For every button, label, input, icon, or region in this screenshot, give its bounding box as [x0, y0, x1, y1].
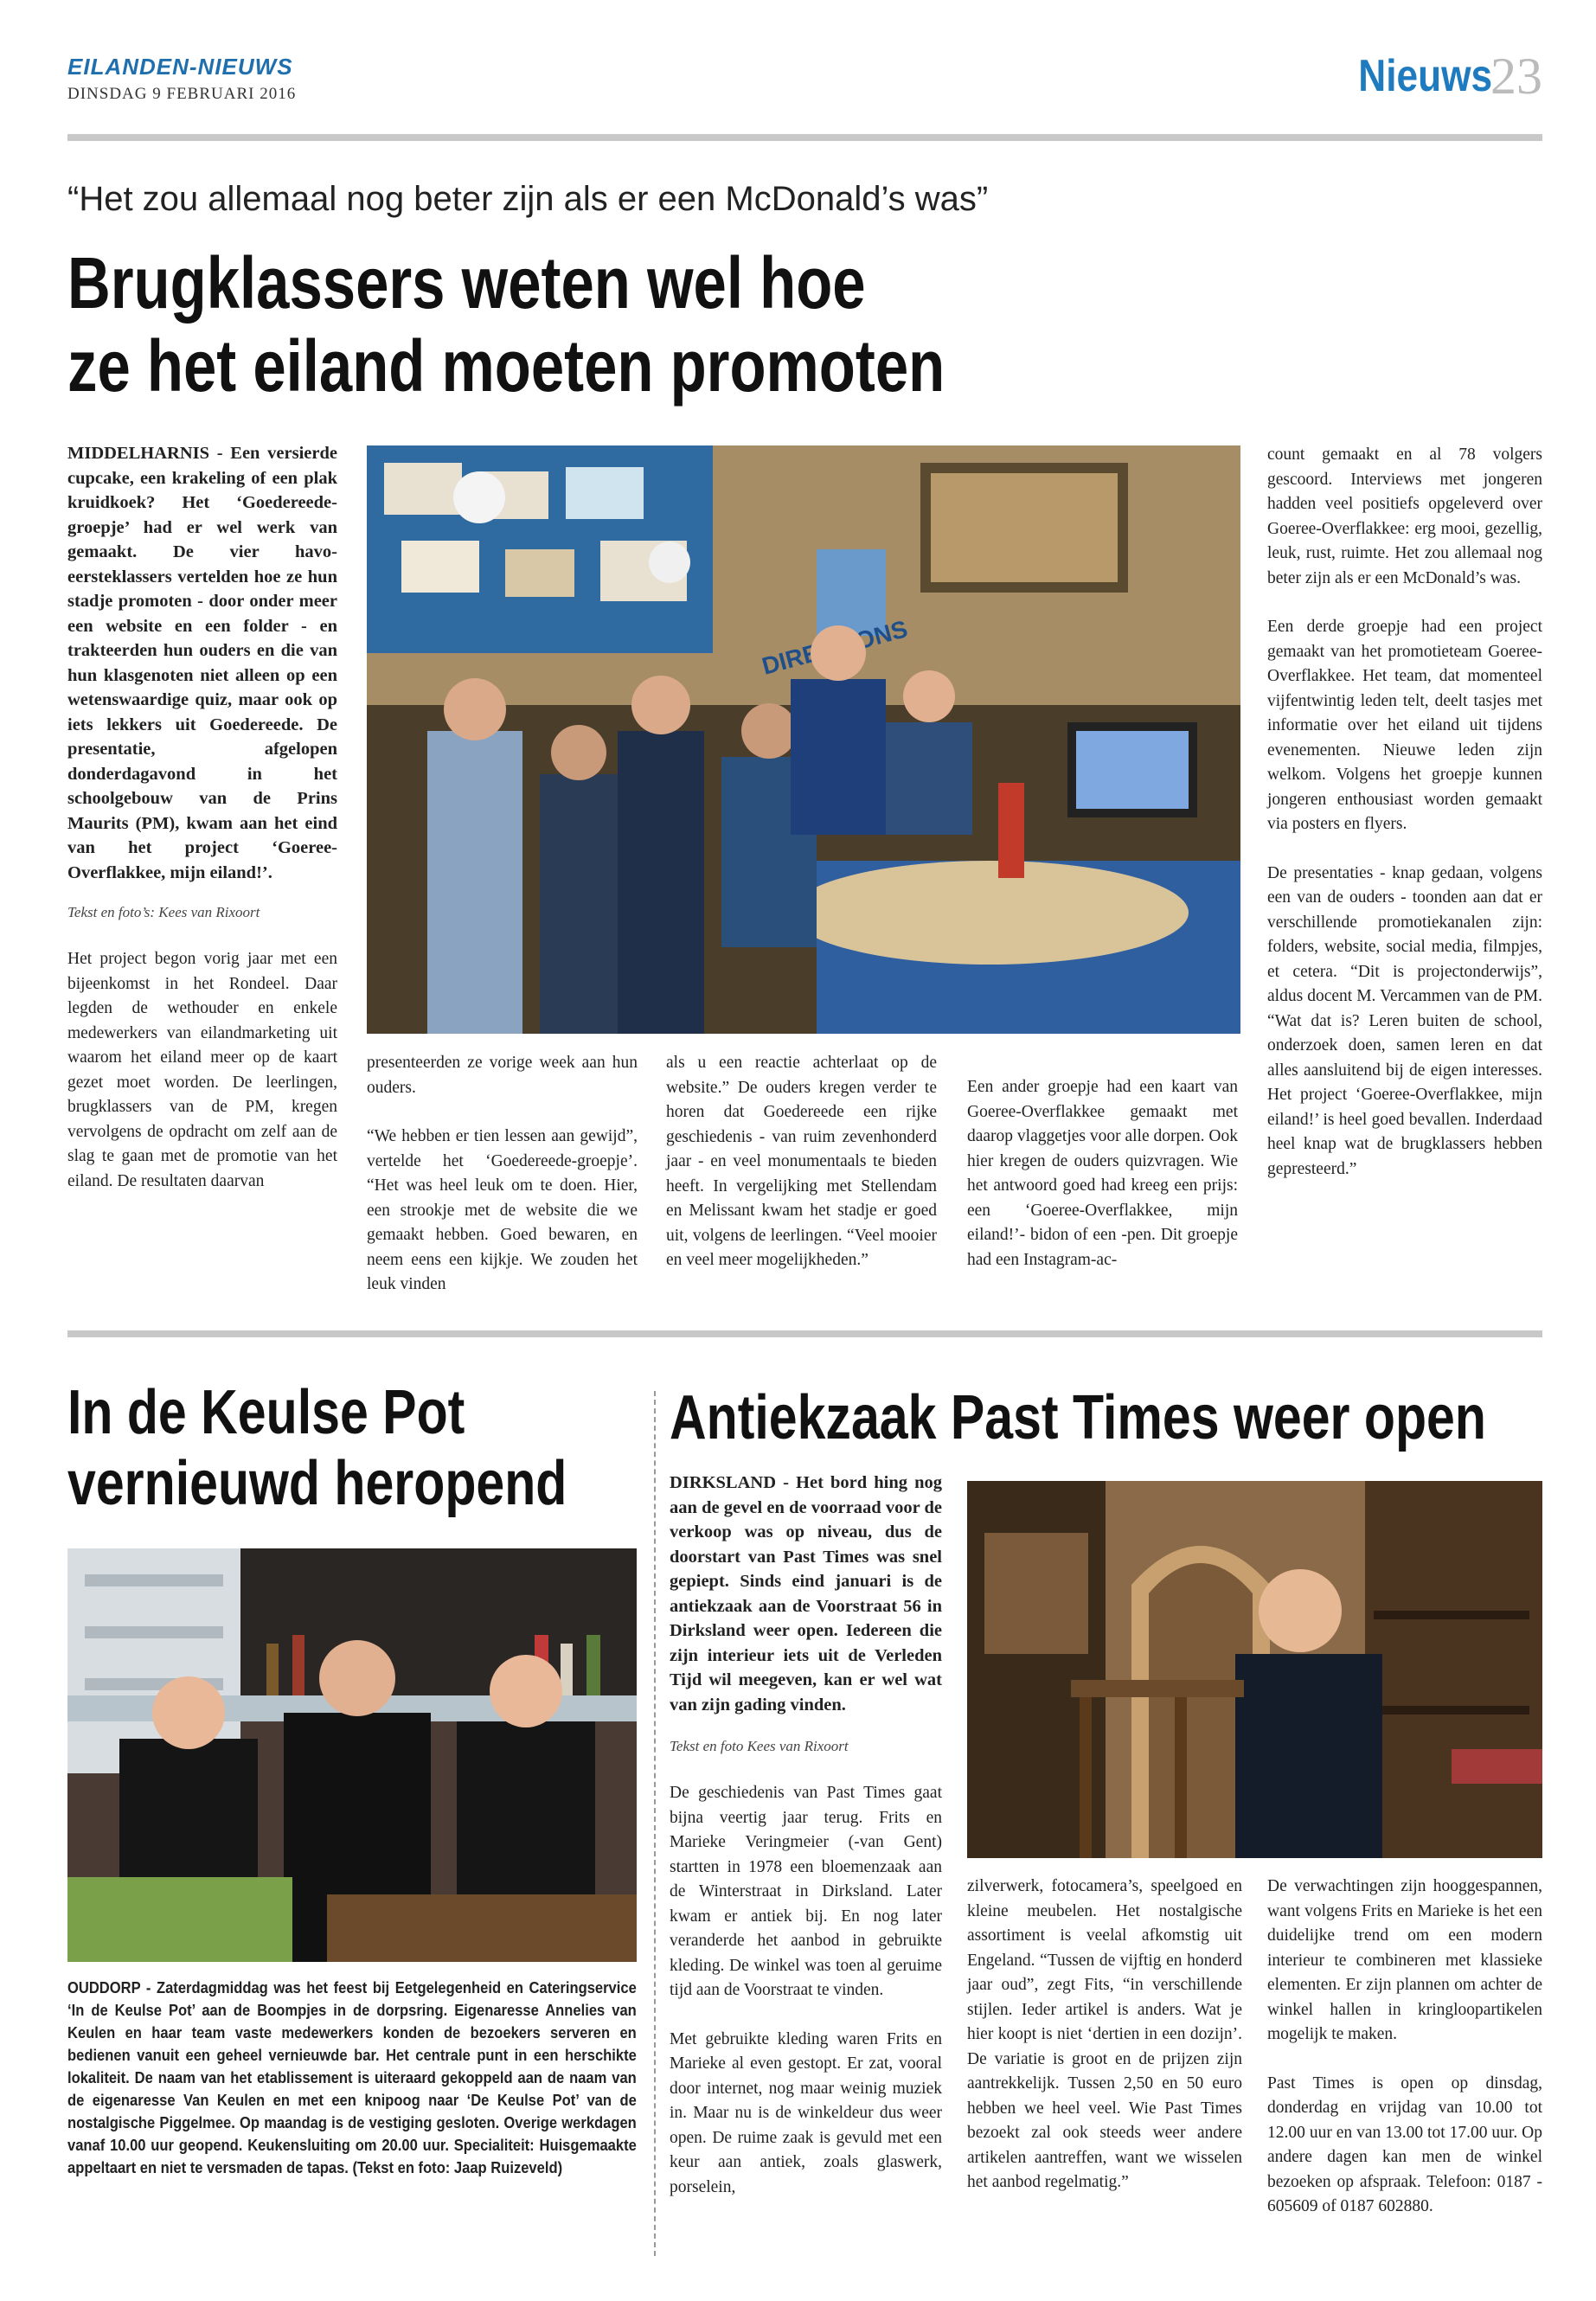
article2-caption: OUDDORP - Zaterdagmiddag was het feest bij Eetgelegenheid en Cateringservice ‘In de Keulse Pot’ aan de Boompjes in de dorpsring. Eigenaresse Annelies van Keulen en haar team vaste medewerkers konden de bezoekers serveren en bedienen vanuit een geheel vernieuwde bar. Het centrale punt in een herschikte lokaliteit. De naam van het etablissement is uiteraard gekoppeld aan de naam van de eigenaresse Van Keulen en met een knipoog naar ‘De Keulse Pot’ van de nostalgische Piggelmee. Op maandag is de vestiging gesloten. Overige werkdagen vanaf 10.00 uur geopend. Keukensluiting om 20.00 uur. Specialiteit: Huisgemaakte appeltaart en niet te versmaden de tapas. (Tekst en foto: Jaap Ruizeveld)	[67, 1979, 637, 2176]
article3-headline: Antiekzaak Past Times weer open	[670, 1383, 1486, 1452]
article3-lead: DIRKSLAND - Het bord hing nog aan de gevel en de voorraad voor de verkoop was op niveau, dus de doorstart van Past Times was snel gepiept. Sinds eind januari is de antiekzaak aan de Voorstraat 56 in Dirksland weer open. Iedereen die zijn interieur iets uit de Verleden Tijd wil meegeven, kan er wel wat van zijn gading vinden.	[670, 1473, 942, 1715]
article1-col5-p3: De presentaties - knap gedaan, volgens een van de ouders - toonden aan dat er verschillende promotiekanalen zijn: folders, website, social media, filmpjes, et cetera. “Dit is projectonderwijs”, aldus docent M. Vercammen van de PM. “Wat dat is? Leren buiten de school, onderzoek doen, samen leren en dat alles aansluitend bij de eigen interesses. Het project ‘Goeree-Overflakkee, mijn eiland!’ is heel goed bevallen. Inderdaad heel knap wat de brugklassers hebben gepresteerd.”	[1267, 863, 1542, 1178]
issue-date: DINSDAG 9 FEBRUARI 2016	[67, 85, 297, 103]
article3-column-1-top	[670, 1471, 942, 2224]
past-times-photo-illustration	[967, 1481, 1542, 1858]
article3-column-2	[967, 1875, 1242, 2220]
article3-col2-body: zilverwerk, fotocamera’s, speelgoed en kleine meubelen. Het nostalgische assortiment is veelal afkomstig uit Engeland. “Tussen de vijftig en honderd jaar oud”, zegt Fits, “in verschillende stijlen. Ieder artikel is anders. Wat je hier koopt is niet ‘dertien in een dozijn’. De variatie is groot en de prijzen zijn aantrekkelijk. Tussen 2,50 en 50 euro hebben we heel veel. Wie Past Times bezoekt zal ook steeds weer andere artikelen aantreffen, want we wisselen het aanbod regelmatig.”	[967, 1877, 1242, 2191]
classroom-photo	[367, 445, 1240, 1034]
keulse-pot-photo-illustration	[67, 1548, 637, 1962]
article1-headline-line1: Brugklassers weten wel hoe	[67, 242, 866, 324]
article3-col3-p2: Past Times is open op dinsdag, donderdag en vrijdag van 10.00 tot 12.00 uur en van 13.00 tot 17.00 uur. Op andere dagen kan men de winkel bezoeken op afspraak. Telefoon: 0187 - 605609 of 0187 602880.	[1267, 2073, 1542, 2215]
article3-col1-p1: De geschiedenis van Past Times gaat bijna veertig jaar terug. Frits en Marieke Veringmeier (-van Gent) startten in 1978 een bloemenzaak aan de Winterstraat in Dirksland. Later kwam er antiek bij. En nog later veranderde het aanbod in gebruikte kleding. De winkel was toen al geruime tijd aan de Voorstraat te vinden.	[670, 1784, 942, 1999]
article1-credit: Tekst en foto’s: Kees van Rixoort	[67, 904, 260, 920]
past-times-photo	[967, 1481, 1542, 1858]
article3-credit: Tekst en foto Kees van Rixoort	[670, 1738, 849, 1754]
article1-lead: MIDDELHARNIS - Een versierde cupcake, een krakeling of een plak kruidkoek? Het ‘Goedereede-groepje’ had er wel werk van gemaakt. De vier havo-eersteklassers vertelden hoe ze hun stadje promoten - door onder meer een website en een folder - en trakteerden hun ouders en die van hun klasgenoten niet alleen op een wetenswaardige quiz, maar ook op iets lekkers uit Goedereede. De presentatie, afgelopen donderdagavond in het schoolgebouw van de Prins Maurits (PM), kwam aan het eind van het project ‘Goeree-Overflakkee, mijn eiland!’.	[67, 444, 337, 882]
article1-column-4	[967, 1075, 1238, 1297]
article1-col5-p1: count gemaakt en al 78 volgers gescoord. Interviews met jongeren hadden veel positiefs opgeleverd over Goeree-Overflakkee: erg mooi, gezellig, leuk, rust, ruimte. Het zou allemaal nog beter zijn als er een McDonald’s was.	[1267, 445, 1542, 587]
article1-col1-body: Het project begon vorig jaar met een bijeenkomst in het Rondeel. Daar legden de wethouder en enkele medewerkers van eilandmarketing uit waarom het eiland meer op de kaart gezet moet worden. De leerlingen, brugklassers van de PM, kregen vervolgens de opdracht om zelf aan de slag te gaan met de promotie van het eiland. De resultaten daarvan	[67, 950, 337, 1190]
article1-col4-body: Een ander groepje had een kaart van Goeree-Overflakkee gemaakt met daarop vlaggetjes voor alle dorpen. Ook hier kregen de ouders quizvragen. Wie het antwoord goed had kreeg een prijs: een ‘Goeree-Overflakkee, mijn eiland!’- bidon of een -pen. Dit groepje had een Instagram-ac-	[967, 1078, 1238, 1269]
article2-headline-line2: vernieuwd heropend	[67, 1449, 567, 1519]
article1-col2-p1: presenteerden ze vorige week aan hun ouders.	[367, 1054, 638, 1097]
article1-column-5	[1267, 443, 1542, 1206]
middle-divider	[67, 1330, 1542, 1337]
keulse-pot-photo	[67, 1548, 637, 1962]
page-number: 23	[1490, 48, 1542, 105]
article1-headline-line2: ze het eiland moeten promoten	[67, 324, 945, 407]
article1-column-2	[367, 1051, 638, 1322]
article3-col1-p2: Met gebruikte kleding waren Frits en Marieke al even gestopt. Er zat, vooral door internet, nog maar weinig muziek in. Maar nu is de winkeldeur dus weer open. De ruime zaak is gevuld met een keur aan antiek, zoals glaswerk, porselein,	[670, 2029, 942, 2196]
article1-col5-p2: Een derde groepje had een project gemaakt van het promotieteam Goeree-Overflakkee. Het team, dat momenteel vijfentwintig leden telt, deelt tasjes met informatie over het eiland uit tijdens evenementen. Nieuwe leden zijn welkom. Volgens het groepje kunnen jongeren enthousiast worden gemaakt via posters en flyers.	[1267, 618, 1542, 833]
article1-column-1	[67, 441, 337, 1194]
article3-col3-p1: De verwachtingen zijn hooggespannen, want volgens Frits en Marieke is het een duidelijke trend om een modern interieur te combineren met klassieke elementen. Er zijn plannen om achter de winkel hallen in kringloopartikelen mogelijk te maken.	[1267, 1877, 1542, 2043]
article1-column-3	[666, 1051, 937, 1298]
article2-headline-line1: In de Keulse Pot	[67, 1378, 465, 1447]
article1-headline	[67, 242, 945, 408]
section-name: Nieuws	[1358, 51, 1492, 101]
top-divider	[67, 134, 1542, 141]
article2-headline	[67, 1377, 567, 1519]
column-divider	[654, 1391, 656, 2256]
article1-kicker: “Het zou allemaal nog beter zijn als er een McDonald’s was”	[67, 180, 989, 218]
article3-column-3	[1267, 1875, 1542, 2244]
classroom-photo-illustration	[367, 445, 1240, 1034]
newspaper-logo: EILANDEN-NIEUWS	[67, 54, 293, 80]
article1-col2-p2: “We hebben er tien lessen aan gewijd”, vertelde het ‘Goedereede-groepje’. “Het was heel leuk om te doen. Hier, een strookje met de website die we gemaakt hebben. Goed bewaren, en neem eens een kijkje. We zouden het leuk vinden	[367, 1127, 638, 1293]
article3-col1	[670, 1781, 942, 2200]
article1-col3-body: als u een reactie achterlaat op de website.” De ouders kregen verder te horen dat Goedereede een rijke geschiedenis - van ruim zevenhonderd jaar - en veel monumentaals te bieden heeft. In vergelijking met Stellendam en Melissant kwam het stadje er goed uit, volgens de leerlingen. “Veel mooier en veel meer mogelijkheden.”	[666, 1054, 937, 1269]
